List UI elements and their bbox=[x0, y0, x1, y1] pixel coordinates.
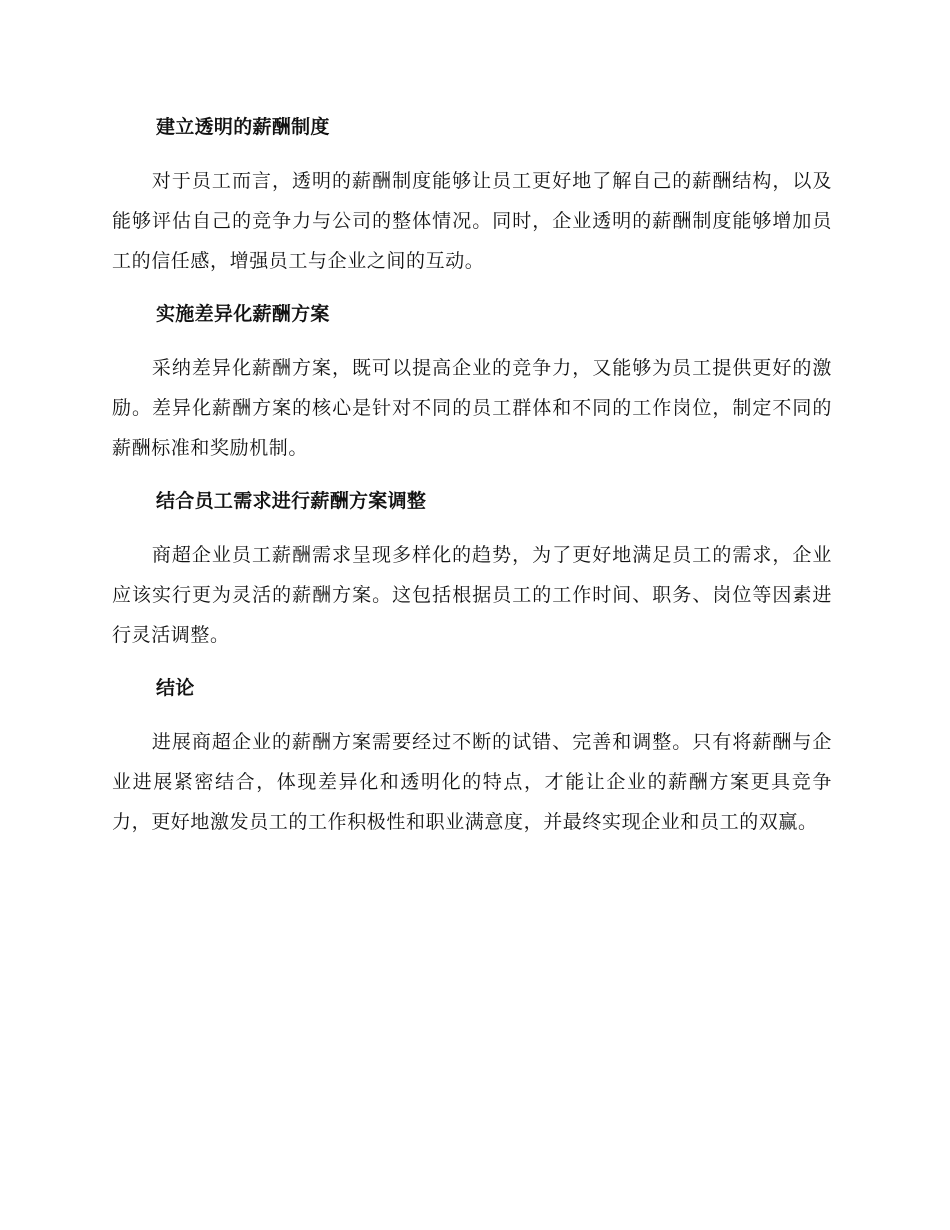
conclusion-heading: 结论 bbox=[156, 677, 195, 699]
section-heading: 实施差异化薪酬方案 bbox=[156, 303, 330, 325]
section-heading: 建立透明的薪酬制度 bbox=[156, 116, 330, 138]
section-heading: 结合员工需求进行薪酬方案调整 bbox=[156, 490, 427, 512]
document-page bbox=[112, 112, 832, 842]
section-paragraph: 采纳差异化薪酬方案，既可以提高企业的竞争力，又能够为员工提供更好的激励。差异化薪酬方案的核心是针对不同的员工群体和不同的工作岗位，制定不同的薪酬标准和奖励机制。 bbox=[112, 357, 832, 459]
section-paragraph: 对于员工而言，透明的薪酬制度能够让员工更好地了解自己的薪酬结构，以及能够评估自己的竞争力与公司的整体情况。同时，企业透明的薪酬制度能够增加员工的信任感，增强员工与企业之间的互动。 bbox=[112, 170, 832, 272]
conclusion-paragraph: 进展商超企业的薪酬方案需要经过不断的试错、完善和调整。只有将薪酬与企业进展紧密结合，体现差异化和透明化的特点，才能让企业的薪酬方案更具竞争力，更好地激发员工的工作积极性和职业满意度，并最终实现企业和员工的双赢。 bbox=[112, 731, 832, 833]
section-paragraph: 商超企业员工薪酬需求呈现多样化的趋势，为了更好地满足员工的需求，企业应该实行更为灵活的薪酬方案。这包括根据员工的工作时间、职务、岗位等因素进行灵活调整。 bbox=[112, 544, 832, 646]
